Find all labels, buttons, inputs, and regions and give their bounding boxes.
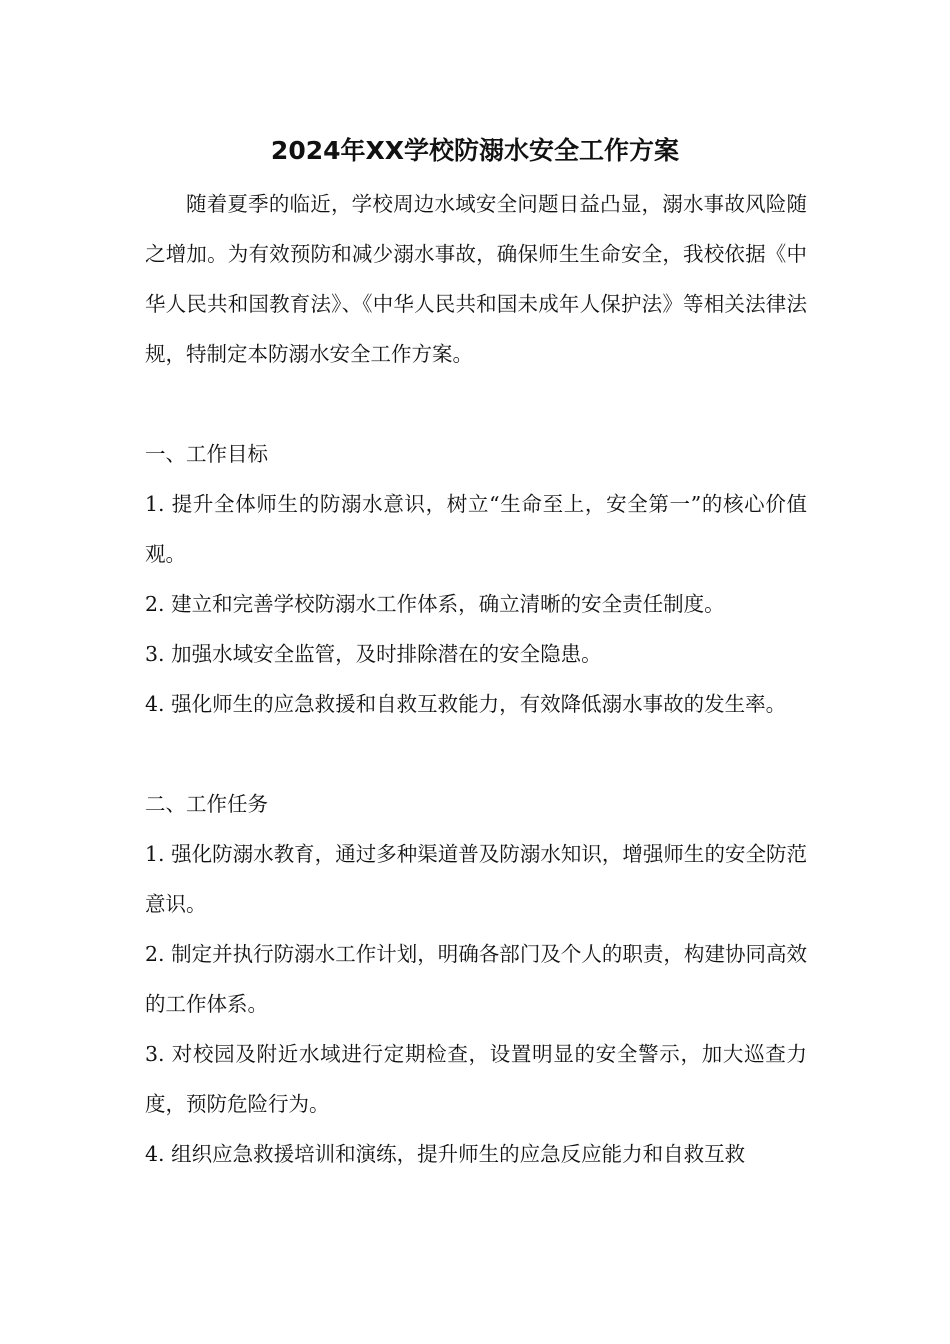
section-heading-goals: 一、工作目标 [145, 442, 268, 466]
document-title: 2024年XX学校防溺水安全工作方案 [270, 136, 680, 165]
task-item-1: 1. 强化防溺水教育，通过多种渠道普及防溺水知识，增强师生的安全防范意识。 [145, 842, 807, 916]
paragraph-spacer [145, 379, 807, 429]
intro-paragraph: 随着夏季的临近，学校周边水域安全问题日益凸显，溺水事故风险随之增加。为有效预防和减少溺水事故，确保师生生命安全，我校依据《中华人民共和国教育法》、《中华人民共和国未成年人保护法》等相关法律法规，特制定本防溺水安全工作方案。 [145, 192, 807, 366]
task-item-2: 2. 制定并执行防溺水工作计划，明确各部门及个人的职责，构建协同高效的工作体系。 [145, 942, 807, 1016]
section-heading-tasks: 二、工作任务 [145, 792, 268, 816]
goal-item-4: 4. 强化师生的应急救援和自救互救能力，有效降低溺水事故的发生率。 [145, 692, 787, 716]
goal-item-3: 3. 加强水域安全监管，及时排除潜在的安全隐患。 [145, 642, 602, 666]
document-body [145, 179, 807, 1179]
paragraph-spacer [145, 729, 807, 779]
goal-item-1: 1. 提升全体师生的防溺水意识，树立“生命至上，安全第一”的核心价值观。 [145, 492, 807, 566]
task-item-4: 4. 组织应急救援培训和演练，提升师生的应急反应能力和自救互救 [145, 1142, 746, 1166]
task-item-3: 3. 对校园及附近水域进行定期检查，设置明显的安全警示，加大巡查力度，预防危险行为。 [145, 1042, 807, 1116]
goal-item-2: 2. 建立和完善学校防溺水工作体系，确立清晰的安全责任制度。 [145, 592, 725, 616]
